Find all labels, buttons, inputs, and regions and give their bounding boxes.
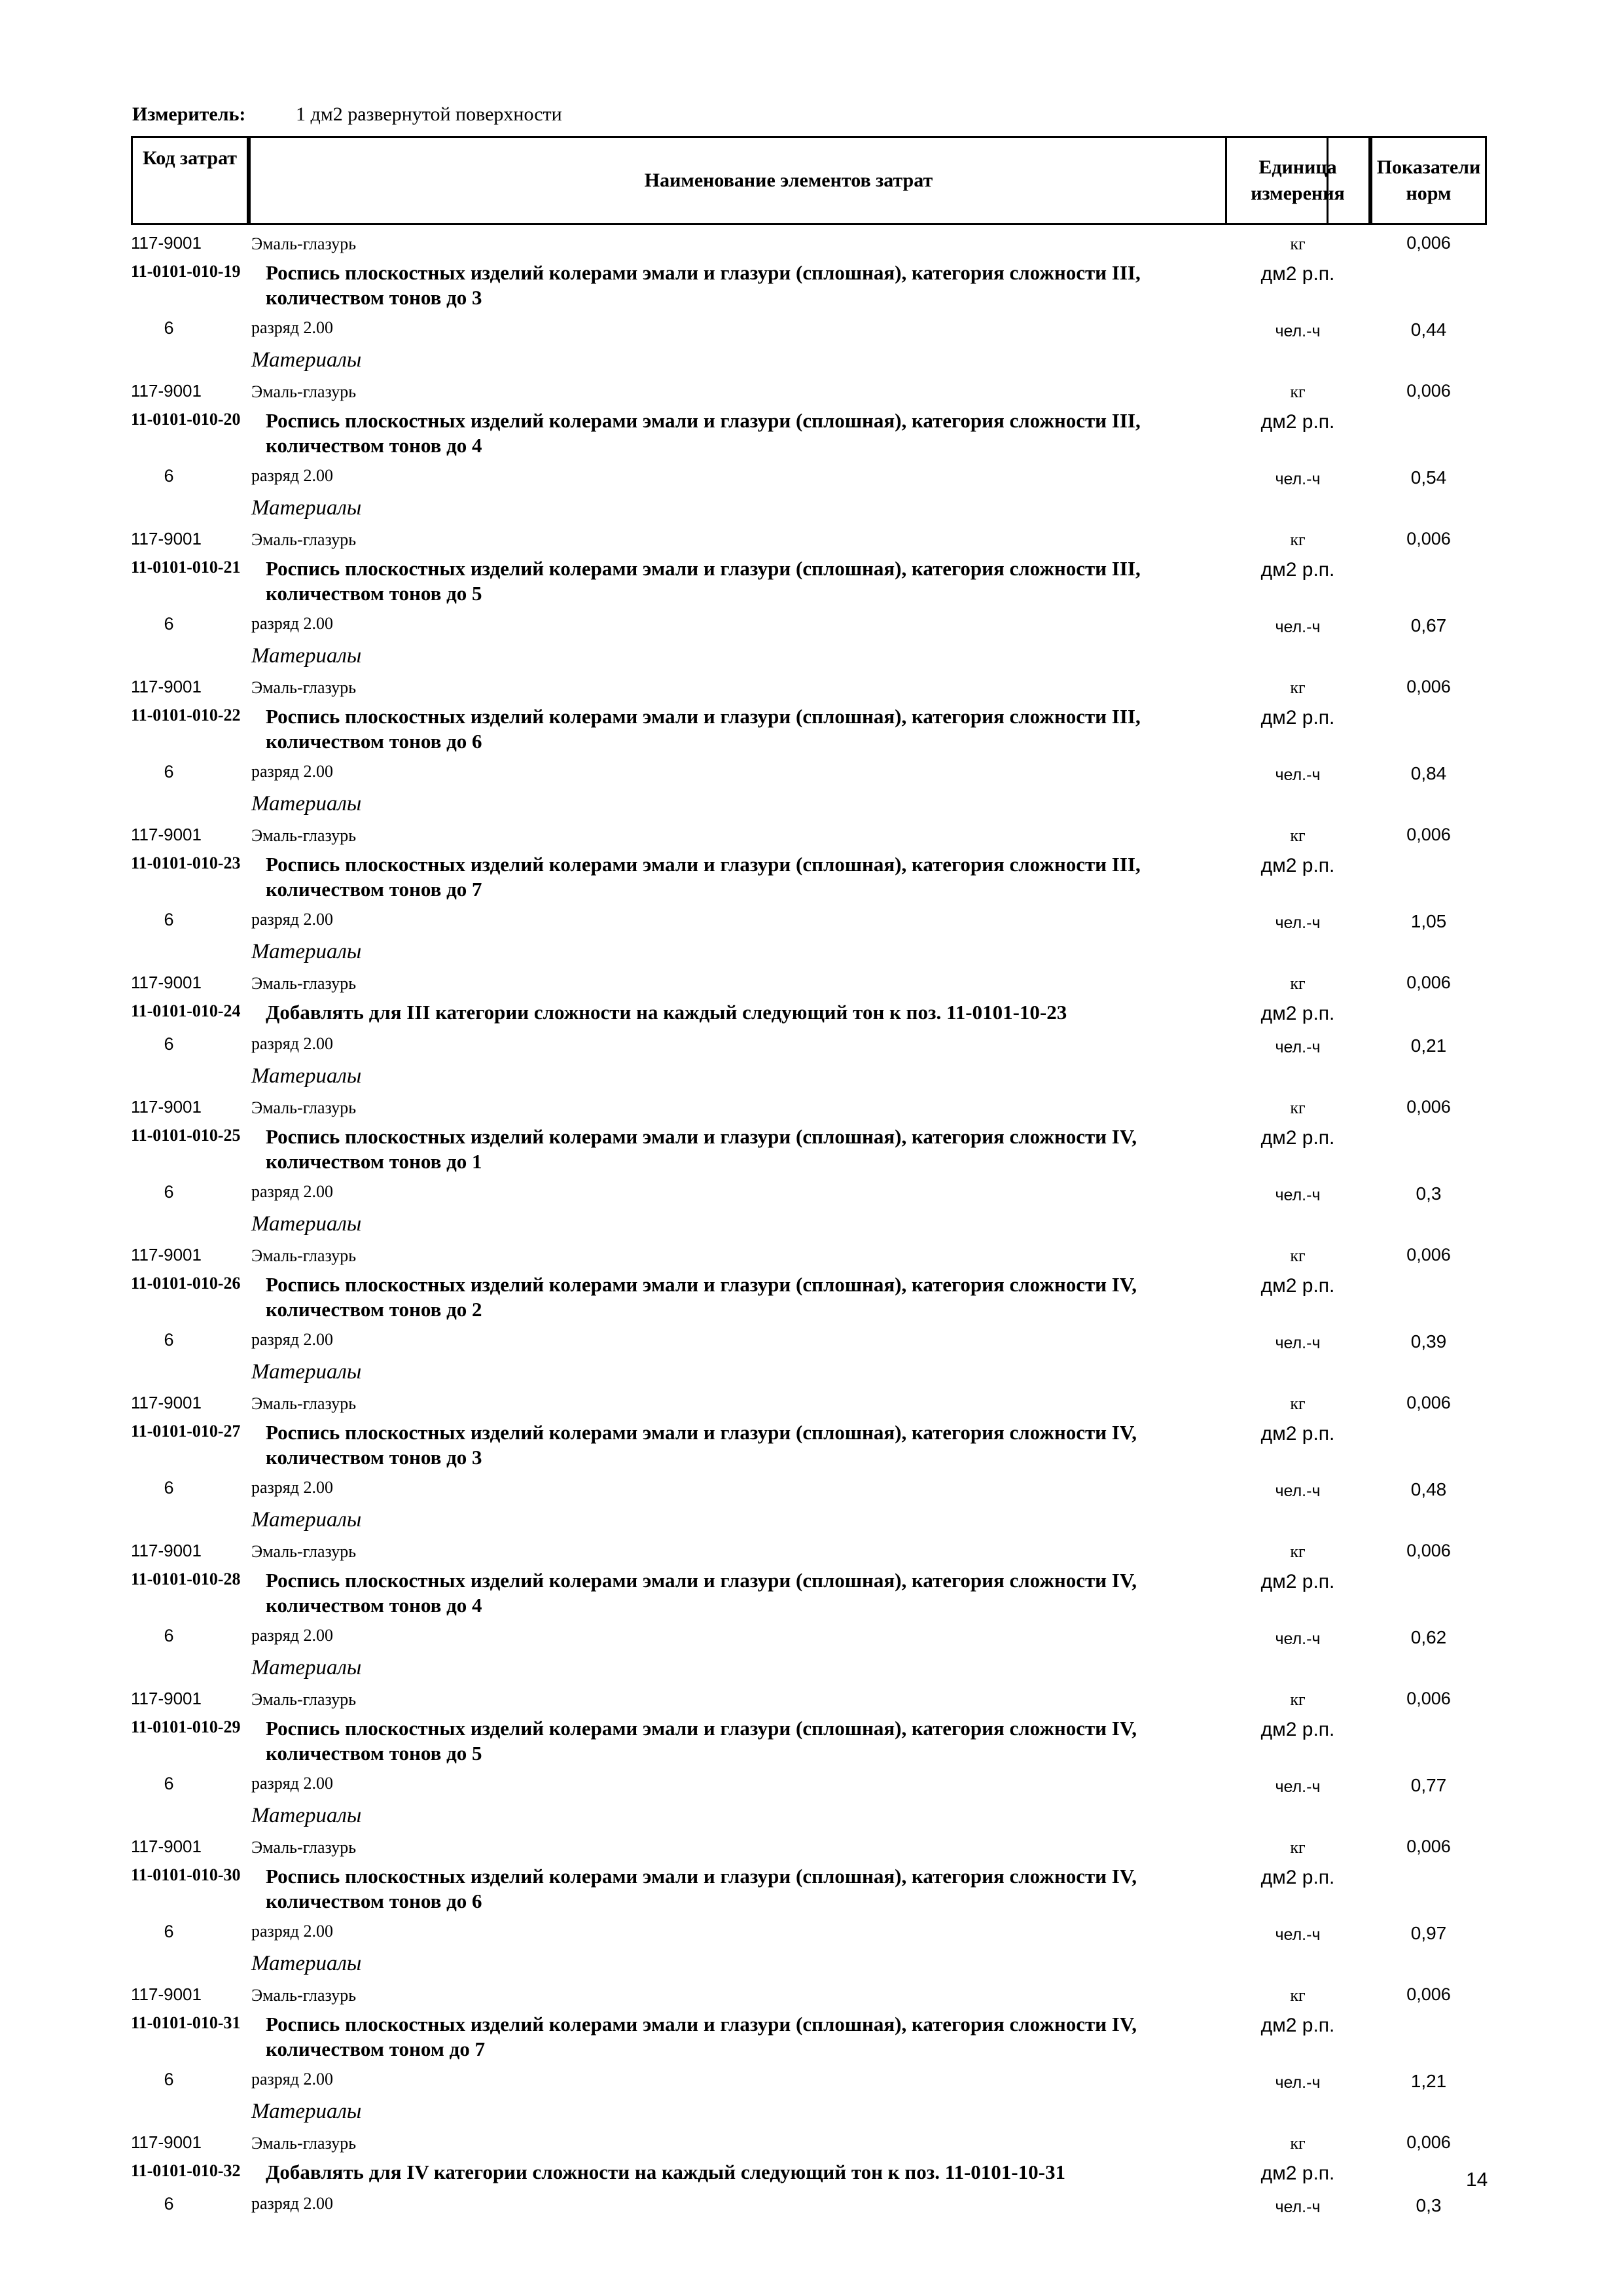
cell-code: 6 (164, 2194, 174, 2214)
materials-header-row (131, 1948, 1487, 1979)
header-name (249, 136, 1329, 225)
cell-name: Эмаль-глазурь (251, 1838, 357, 1857)
position-row (131, 257, 1487, 312)
cell-unit: кг (1290, 1838, 1306, 1857)
cell-norm: 0,006 (1406, 381, 1451, 401)
materials-header-row (131, 1504, 1487, 1535)
material-row (131, 1092, 1487, 1121)
cell-code: 117-9001 (131, 973, 202, 992)
material-row (131, 819, 1487, 848)
material-row (131, 376, 1487, 404)
materials-heading: Материалы (251, 348, 362, 372)
cell-name: разряд 2.00 (251, 762, 333, 781)
labor-row (131, 1767, 1487, 1800)
measure-value: 1 дм2 развернутой поверхности (296, 103, 562, 125)
cell-unit: дм2 р.п. (1260, 707, 1335, 728)
material-row (131, 1388, 1487, 1416)
cell-unit: кг (1290, 530, 1306, 549)
materials-header-row (131, 2096, 1487, 2127)
cell-code: 117-9001 (131, 825, 202, 844)
material-row (131, 1535, 1487, 1564)
cell-norm: 0,006 (1406, 1984, 1451, 2004)
header-norm (1370, 136, 1487, 225)
materials-header-row (131, 344, 1487, 376)
header-unit-text (1251, 154, 1344, 207)
cell-name: разряд 2.00 (251, 614, 333, 633)
cell-name: разряд 2.00 (251, 1034, 333, 1053)
position-title: Роспись плоскостных изделий колерами эмали и глазури (сплошная), категория сложности IV, количеством тонов до 6 (266, 1865, 1137, 1912)
cell-unit: кг (1290, 826, 1306, 845)
cell-norm: 0,006 (1406, 233, 1451, 253)
cell-unit: чел.-ч (1275, 1038, 1321, 1056)
materials-heading: Материалы (251, 644, 362, 668)
cell-norm: 0,006 (1406, 973, 1451, 992)
cell-code: 6 (164, 614, 174, 634)
cell-unit: дм2 р.п. (1260, 1867, 1335, 1888)
cell-unit: кг (1290, 2134, 1306, 2153)
materials-header-row (131, 1208, 1487, 1240)
cell-unit: кг (1290, 1394, 1306, 1413)
material-row (131, 967, 1487, 996)
cell-norm: 0,54 (1410, 467, 1447, 488)
cell-norm: 0,84 (1410, 763, 1447, 783)
cell-unit: дм2 р.п. (1260, 2162, 1335, 2184)
cell-name: разряд 2.00 (251, 466, 333, 485)
cell-name: Эмаль-глазурь (251, 974, 357, 993)
position-title: Роспись плоскостных изделий колерами эмали и глазури (сплошная), категория сложности IV, количеством тонов до 4 (266, 1569, 1137, 1617)
labor-row (131, 1619, 1487, 1652)
header-unit-line2: измерения (1251, 183, 1345, 204)
cell-unit: дм2 р.п. (1260, 263, 1335, 285)
labor-row (131, 459, 1487, 492)
cell-code: 6 (164, 2070, 174, 2089)
cell-name: разряд 2.00 (251, 1330, 333, 1349)
materials-header-row (131, 1800, 1487, 1831)
materials-header-row (131, 788, 1487, 819)
cell-name: Эмаль-глазурь (251, 2134, 357, 2153)
cell-unit: чел.-ч (1275, 1334, 1321, 1352)
materials-header-row (131, 640, 1487, 672)
position-title: Роспись плоскостных изделий колерами эмали и глазури (сплошная), категория сложности IV, количеством тонов до 2 (266, 1273, 1137, 1321)
cell-name: Эмаль-глазурь (251, 1986, 357, 2005)
cell-name: разряд 2.00 (251, 1478, 333, 1497)
cell-name: Эмаль-глазурь (251, 826, 357, 845)
cell-norm: 0,3 (1416, 1183, 1442, 1204)
cell-name: разряд 2.00 (251, 1182, 333, 1201)
cell-code: 6 (164, 1182, 174, 1202)
position-title: Роспись плоскостных изделий колерами эмали и глазури (сплошная), категория сложности IV, количеством тонов до 5 (266, 1717, 1137, 1765)
cell-name: Эмаль-глазурь (251, 234, 357, 253)
position-code: 11-0101-010-25 (131, 1126, 241, 1145)
cell-norm: 0,006 (1406, 1393, 1451, 1412)
materials-heading: Материалы (251, 2100, 362, 2123)
cell-code: 6 (164, 1626, 174, 1645)
materials-heading: Материалы (251, 1212, 362, 1236)
measure-label: Измеритель: (132, 103, 246, 125)
cell-name: Эмаль-глазурь (251, 678, 357, 697)
position-code: 11-0101-010-24 (131, 1001, 241, 1020)
measure-line (132, 103, 562, 136)
labor-row (131, 1915, 1487, 1948)
cell-code: 6 (164, 1478, 174, 1498)
materials-header-row (131, 1652, 1487, 1683)
position-code: 11-0101-010-26 (131, 1274, 241, 1293)
cell-name: Эмаль-глазурь (251, 1690, 357, 1709)
labor-row (131, 1175, 1487, 1208)
cell-norm: 1,05 (1410, 911, 1447, 931)
labor-row (131, 2187, 1487, 2220)
cell-unit: чел.-ч (1275, 2073, 1321, 2092)
cell-unit: дм2 р.п. (1260, 1719, 1335, 1740)
cell-code: 117-9001 (131, 2132, 202, 2152)
cell-norm: 0,006 (1406, 1541, 1451, 1560)
position-row (131, 996, 1487, 1028)
material-row (131, 1683, 1487, 1712)
cell-name: Эмаль-глазурь (251, 1098, 357, 1117)
cell-unit: дм2 р.п. (1260, 1571, 1335, 1592)
cell-unit: чел.-ч (1275, 1926, 1321, 1944)
cell-name: Эмаль-глазурь (251, 1394, 357, 1413)
cell-norm: 0,3 (1416, 2195, 1442, 2215)
cell-code: 117-9001 (131, 381, 202, 401)
position-code: 11-0101-010-20 (131, 410, 241, 429)
cell-norm: 0,006 (1406, 1097, 1451, 1117)
cell-unit: чел.-ч (1275, 1186, 1321, 1204)
cell-norm: 0,006 (1406, 529, 1451, 548)
cell-unit: чел.-ч (1275, 322, 1321, 340)
cell-norm: 0,97 (1410, 1923, 1447, 1943)
cell-unit: кг (1290, 1542, 1306, 1561)
position-code: 11-0101-010-23 (131, 853, 241, 872)
cell-norm: 0,39 (1410, 1331, 1447, 1352)
header-norm-line1: Показатели (1376, 156, 1481, 178)
cell-unit: кг (1290, 1098, 1306, 1117)
cell-name: разряд 2.00 (251, 2070, 333, 2089)
materials-header-row (131, 936, 1487, 967)
cell-unit: дм2 р.п. (1260, 411, 1335, 433)
cell-code: 117-9001 (131, 1393, 202, 1412)
cell-unit: дм2 р.п. (1260, 559, 1335, 581)
cell-unit: кг (1290, 678, 1306, 697)
material-row (131, 524, 1487, 552)
position-title: Роспись плоскостных изделий колерами эмали и глазури (сплошная), категория сложности IV, количеством тонов до 1 (266, 1125, 1137, 1173)
cell-unit: чел.-ч (1275, 914, 1321, 932)
cell-code: 117-9001 (131, 1689, 202, 1708)
cell-unit: чел.-ч (1275, 1778, 1321, 1796)
cell-code: 6 (164, 466, 174, 486)
cell-code: 117-9001 (131, 1541, 202, 1560)
material-row (131, 1831, 1487, 1860)
table-header (131, 136, 1487, 228)
position-code: 11-0101-010-28 (131, 1570, 241, 1588)
header-norm-line2: норм (1406, 183, 1452, 204)
cell-norm: 0,006 (1406, 2132, 1451, 2152)
labor-row (131, 903, 1487, 936)
cell-unit: кг (1290, 1690, 1306, 1709)
labor-row (131, 607, 1487, 640)
cell-unit: чел.-ч (1275, 1630, 1321, 1648)
position-row (131, 1712, 1487, 1767)
position-row (131, 404, 1487, 459)
cell-unit: чел.-ч (1275, 470, 1321, 488)
labor-row (131, 312, 1487, 344)
cell-name: Эмаль-глазурь (251, 1542, 357, 1561)
cell-norm: 0,67 (1410, 615, 1447, 636)
position-title: Роспись плоскостных изделий колерами эмали и глазури (сплошная), категория сложности III, количеством тонов до 7 (266, 853, 1141, 901)
cell-unit: дм2 р.п. (1260, 2015, 1335, 2036)
labor-row (131, 1471, 1487, 1504)
cell-name: Эмаль-глазурь (251, 530, 357, 549)
position-row (131, 1268, 1487, 1323)
cell-unit: кг (1290, 382, 1306, 401)
cell-norm: 0,62 (1410, 1627, 1447, 1647)
position-row (131, 1564, 1487, 1619)
position-code: 11-0101-010-19 (131, 262, 241, 281)
position-row (131, 2008, 1487, 2063)
cell-unit: дм2 р.п. (1260, 1003, 1335, 1024)
position-code: 11-0101-010-32 (131, 2161, 241, 2180)
materials-header-row (131, 492, 1487, 524)
material-row (131, 1979, 1487, 2008)
cell-unit: чел.-ч (1275, 618, 1321, 636)
cell-norm: 0,006 (1406, 1837, 1451, 1856)
header-name-text: Наименование элементов затрат (644, 170, 933, 191)
cell-norm: 0,77 (1410, 1775, 1447, 1795)
position-code: 11-0101-010-29 (131, 1717, 241, 1736)
position-code: 11-0101-010-30 (131, 1865, 241, 1884)
materials-heading: Материалы (251, 940, 362, 963)
material-row (131, 228, 1487, 257)
position-row (131, 1416, 1487, 1471)
material-row (131, 1240, 1487, 1268)
position-code: 11-0101-010-22 (131, 706, 241, 725)
materials-heading: Материалы (251, 1656, 362, 1679)
header-norm-text (1377, 154, 1481, 207)
cell-name: разряд 2.00 (251, 1922, 333, 1941)
position-row (131, 1860, 1487, 1915)
cell-norm: 0,006 (1406, 1689, 1451, 1708)
cell-unit: дм2 р.п. (1260, 1275, 1335, 1297)
position-title: Роспись плоскостных изделий колерами эмали и глазури (сплошная), категория сложности IV, количеством тоном до 7 (266, 2013, 1137, 2060)
position-code: 11-0101-010-21 (131, 558, 241, 577)
cell-code: 117-9001 (131, 1245, 202, 1265)
cell-unit: дм2 р.п. (1260, 1127, 1335, 1149)
cell-unit: чел.-ч (1275, 766, 1321, 784)
cell-norm: 0,006 (1406, 825, 1451, 844)
materials-heading: Материалы (251, 1804, 362, 1827)
materials-header-row (131, 1356, 1487, 1388)
cell-norm: 0,21 (1410, 1035, 1447, 1056)
cell-unit: кг (1290, 974, 1306, 993)
cell-code: 117-9001 (131, 1837, 202, 1856)
cell-code: 117-9001 (131, 677, 202, 696)
materials-heading: Материалы (251, 792, 362, 816)
table-body (131, 228, 1487, 2220)
cell-norm: 0,44 (1410, 319, 1447, 340)
position-title: Роспись плоскостных изделий колерами эмали и глазури (сплошная), категория сложности III, количеством тонов до 5 (266, 557, 1141, 605)
position-title: Добавлять для IV категории сложности на каждый следующий тон к поз. 11-0101-10-31 (266, 2161, 1065, 2183)
cell-norm: 1,21 (1410, 2071, 1447, 2091)
materials-heading: Материалы (251, 1360, 362, 1384)
header-code: Код затрат (131, 136, 249, 225)
position-row (131, 2156, 1487, 2187)
cell-unit: дм2 р.п. (1260, 1423, 1335, 1444)
material-row (131, 672, 1487, 700)
materials-heading: Материалы (251, 1064, 362, 1088)
cell-code: 117-9001 (131, 233, 202, 253)
cell-name: Эмаль-глазурь (251, 382, 357, 401)
labor-row (131, 1028, 1487, 1060)
cell-norm: 0,006 (1406, 1245, 1451, 1265)
materials-heading: Материалы (251, 496, 362, 520)
cell-unit: чел.-ч (1275, 1482, 1321, 1500)
position-row (131, 848, 1487, 903)
position-code: 11-0101-010-31 (131, 2013, 241, 2032)
position-row (131, 1121, 1487, 1175)
cell-unit: кг (1290, 234, 1306, 253)
cell-name: Эмаль-глазурь (251, 1246, 357, 1265)
cell-name: разряд 2.00 (251, 2194, 333, 2213)
cell-code: 117-9001 (131, 1097, 202, 1117)
cell-unit: кг (1290, 1986, 1306, 2005)
cell-code: 117-9001 (131, 1984, 202, 2004)
page-number: 14 (1466, 2169, 1488, 2191)
labor-row (131, 755, 1487, 788)
material-row (131, 2127, 1487, 2156)
position-title: Добавлять для III категории сложности на каждый следующий тон к поз. 11-0101-10-23 (266, 1001, 1067, 1024)
cell-code: 6 (164, 1774, 174, 1793)
position-row (131, 552, 1487, 607)
cell-code: 6 (164, 1034, 174, 1054)
cell-unit: кг (1290, 1246, 1306, 1265)
materials-heading: Материалы (251, 1508, 362, 1532)
position-title: Роспись плоскостных изделий колерами эмали и глазури (сплошная), категория сложности IV, количеством тонов до 3 (266, 1421, 1137, 1469)
materials-header-row (131, 1060, 1487, 1092)
position-title: Роспись плоскостных изделий колерами эмали и глазури (сплошная), категория сложности III, количеством тонов до 3 (266, 261, 1141, 309)
cell-code: 6 (164, 318, 174, 338)
cell-name: разряд 2.00 (251, 1626, 333, 1645)
cell-name: разряд 2.00 (251, 910, 333, 929)
cell-code: 6 (164, 910, 174, 929)
position-code: 11-0101-010-27 (131, 1422, 241, 1441)
cell-code: 6 (164, 1330, 174, 1350)
cell-code: 6 (164, 762, 174, 781)
cell-name: разряд 2.00 (251, 1774, 333, 1793)
cell-code: 117-9001 (131, 529, 202, 548)
cell-norm: 0,006 (1406, 677, 1451, 696)
position-title: Роспись плоскостных изделий колерами эмали и глазури (сплошная), категория сложности III, количеством тонов до 4 (266, 409, 1141, 457)
header-unit-line1: Единица (1258, 156, 1337, 178)
cell-code: 6 (164, 1922, 174, 1941)
cell-unit: чел.-ч (1275, 2198, 1321, 2216)
position-title: Роспись плоскостных изделий колерами эмали и глазури (сплошная), категория сложности III, количеством тонов до 6 (266, 705, 1141, 753)
materials-heading: Материалы (251, 1952, 362, 1975)
header-unit (1225, 136, 1370, 225)
cell-unit: дм2 р.п. (1260, 855, 1335, 876)
labor-row (131, 2063, 1487, 2096)
position-row (131, 700, 1487, 755)
cell-name: разряд 2.00 (251, 318, 333, 337)
labor-row (131, 1323, 1487, 1356)
cell-norm: 0,48 (1410, 1479, 1447, 1499)
